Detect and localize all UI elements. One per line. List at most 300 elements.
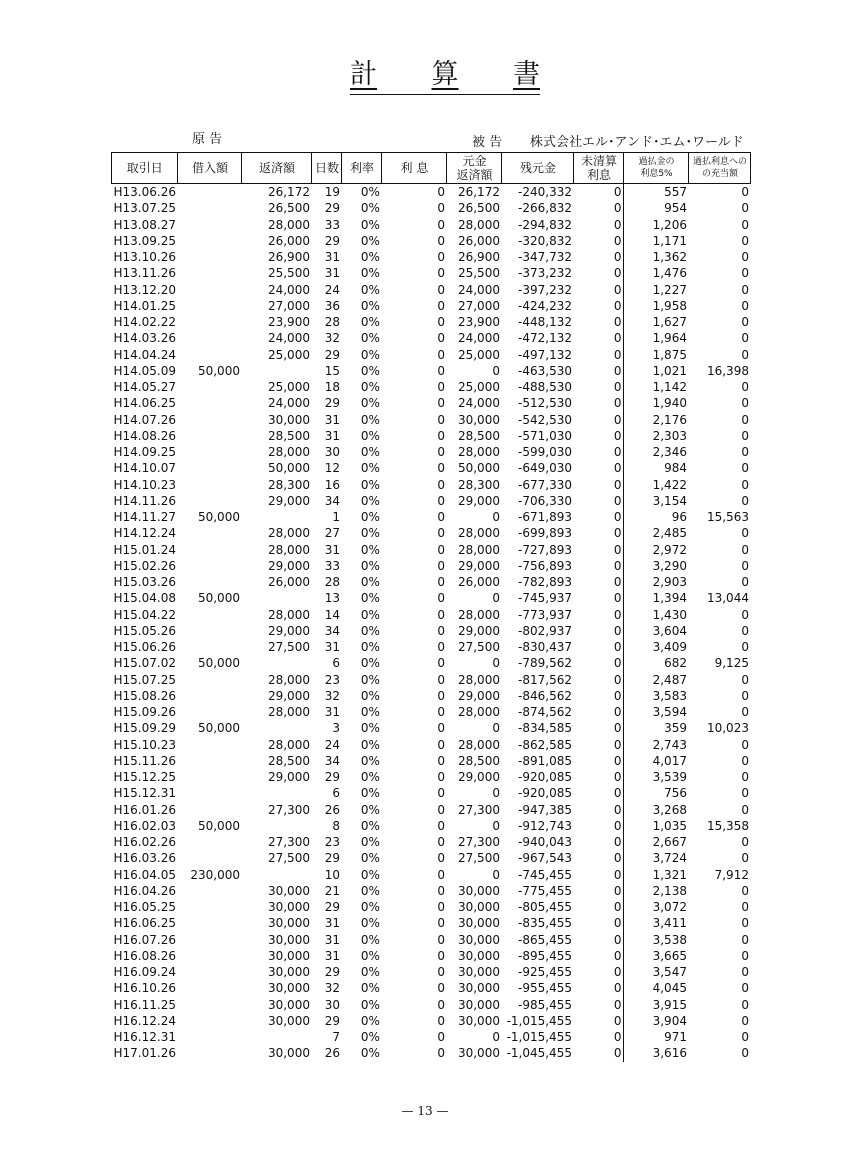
cell-borrow — [178, 607, 242, 623]
cell-principal-repay: 27,300 — [457, 802, 500, 817]
cell-overpaid-allocation: 10,023 — [706, 721, 749, 736]
cell-balance: -834,585 — [518, 721, 572, 736]
cell-repay — [242, 867, 312, 883]
cell-overpaid-allocation: 0 — [741, 558, 749, 573]
table-row — [112, 623, 751, 639]
cell-borrow — [178, 639, 242, 655]
cell-date: H16.03.26 — [113, 851, 176, 866]
cell-overpaid-interest: 3,904 — [652, 1013, 687, 1028]
cell-date: H16.12.24 — [113, 1013, 176, 1028]
cell-interest: 0 — [437, 965, 445, 980]
cell-principal-repay: 28,000 — [457, 445, 500, 460]
cell-date: H14.11.27 — [113, 510, 176, 525]
cell-borrow — [178, 249, 242, 265]
cell-interest: 0 — [437, 932, 445, 947]
cell-unpaid-interest: 0 — [574, 542, 624, 558]
header-line: 元金 — [462, 154, 487, 168]
cell-repay: 29,000 — [267, 770, 310, 785]
cell-overpaid-allocation: 0 — [741, 461, 749, 476]
cell-overpaid-allocation: 0 — [741, 997, 749, 1012]
cell-overpaid-interest: 3,583 — [652, 688, 687, 703]
cell-principal-repay: 30,000 — [457, 1013, 500, 1028]
cell-repay: 28,500 — [267, 428, 310, 443]
cell-days: 32 — [324, 688, 340, 703]
cell-rate: 0% — [360, 737, 380, 752]
cell-overpaid-interest: 3,072 — [652, 900, 687, 915]
cell-rate: 0% — [360, 282, 380, 297]
cell-rate: 0% — [360, 266, 380, 281]
cell-days: 28 — [324, 575, 340, 590]
cell-date: H16.10.26 — [113, 981, 176, 996]
cell-repay: 27,500 — [267, 851, 310, 866]
cell-rate: 0% — [360, 331, 380, 346]
cell-overpaid-interest: 1,171 — [652, 233, 687, 248]
table-row — [112, 265, 751, 281]
cell-unpaid-interest: 0 — [574, 802, 624, 818]
cell-principal-repay: 29,000 — [457, 770, 500, 785]
cell-repay: 30,000 — [267, 965, 310, 980]
cell-interest: 0 — [437, 380, 445, 395]
cell-balance: -773,937 — [518, 607, 572, 622]
cell-borrow — [178, 623, 242, 639]
table-row — [112, 379, 751, 395]
table-row — [112, 737, 751, 753]
cell-rate: 0% — [360, 477, 380, 492]
cell-unpaid-interest: 0 — [574, 704, 624, 720]
calculation-table — [111, 152, 751, 1062]
cell-rate: 0% — [360, 591, 380, 606]
cell-overpaid-interest: 3,724 — [652, 851, 687, 866]
cell-date: H15.07.02 — [113, 656, 176, 671]
cell-overpaid-allocation: 0 — [741, 737, 749, 752]
page-number: — 13 — — [401, 1104, 449, 1118]
cell-unpaid-interest: 0 — [574, 200, 624, 216]
cell-principal-repay: 30,000 — [457, 965, 500, 980]
cell-overpaid-interest: 96 — [671, 510, 687, 525]
cell-unpaid-interest: 0 — [574, 753, 624, 769]
cell-rate: 0% — [360, 818, 380, 833]
cell-days: 24 — [324, 282, 340, 297]
cell-days: 29 — [324, 900, 340, 915]
header-overpaid-allocation — [689, 153, 751, 184]
cell-principal-repay: 27,000 — [457, 298, 500, 313]
cell-days: 7 — [332, 1030, 340, 1045]
cell-borrow — [178, 932, 242, 948]
cell-unpaid-interest: 0 — [574, 818, 624, 834]
table-row — [112, 590, 751, 606]
cell-overpaid-interest: 3,547 — [652, 965, 687, 980]
cell-rate: 0% — [360, 298, 380, 313]
cell-interest: 0 — [437, 526, 445, 541]
header-line: 利息 — [586, 168, 611, 182]
cell-rate: 0% — [360, 900, 380, 915]
cell-repay: 28,000 — [267, 445, 310, 460]
cell-days: 14 — [324, 607, 340, 622]
cell-interest: 0 — [437, 445, 445, 460]
cell-days: 31 — [324, 266, 340, 281]
table-row — [112, 964, 751, 980]
cell-date: H13.06.26 — [113, 185, 176, 200]
cell-principal-repay: 30,000 — [457, 412, 500, 427]
cell-principal-repay: 28,500 — [457, 428, 500, 443]
cell-principal-repay: 29,000 — [457, 688, 500, 703]
cell-interest: 0 — [437, 575, 445, 590]
cell-overpaid-allocation: 0 — [741, 753, 749, 768]
cell-overpaid-interest: 3,411 — [652, 916, 687, 931]
table-row — [112, 477, 751, 493]
cell-balance: -925,455 — [518, 965, 572, 980]
cell-interest: 0 — [437, 835, 445, 850]
cell-days: 29 — [324, 233, 340, 248]
cell-balance: -920,085 — [518, 786, 572, 801]
cell-days: 29 — [324, 965, 340, 980]
cell-balance: -835,455 — [518, 916, 572, 931]
cell-unpaid-interest: 0 — [574, 769, 624, 785]
cell-date: H14.03.26 — [113, 331, 176, 346]
cell-overpaid-interest: 2,346 — [652, 445, 687, 460]
cell-principal-repay: 0 — [492, 510, 500, 525]
cell-days: 19 — [324, 185, 340, 200]
cell-balance: -373,232 — [518, 266, 572, 281]
cell-interest: 0 — [437, 737, 445, 752]
title-char: 算 — [431, 59, 459, 90]
cell-repay: 30,000 — [267, 1013, 310, 1028]
cell-date: H15.01.24 — [113, 542, 176, 557]
cell-overpaid-allocation: 0 — [741, 1013, 749, 1028]
cell-unpaid-interest: 0 — [574, 899, 624, 915]
cell-interest: 0 — [437, 688, 445, 703]
cell-repay: 30,000 — [267, 900, 310, 915]
cell-overpaid-interest: 1,206 — [652, 217, 687, 232]
cell-overpaid-interest: 1,958 — [652, 298, 687, 313]
header-rate: 利率 — [342, 153, 382, 184]
cell-principal-repay: 26,900 — [457, 250, 500, 265]
cell-rate: 0% — [360, 233, 380, 248]
table-row — [112, 997, 751, 1013]
table-row — [112, 704, 751, 720]
cell-date: H14.05.27 — [113, 380, 176, 395]
cell-principal-repay: 28,000 — [457, 217, 500, 232]
cell-borrow: 230,000 — [190, 867, 240, 882]
cell-principal-repay: 28,000 — [457, 737, 500, 752]
cell-date: H15.04.08 — [113, 591, 176, 606]
cell-overpaid-allocation: 0 — [741, 688, 749, 703]
cell-overpaid-allocation: 0 — [741, 623, 749, 638]
cell-date: H16.11.25 — [113, 997, 176, 1012]
cell-repay: 28,000 — [267, 217, 310, 232]
cell-unpaid-interest: 0 — [574, 477, 624, 493]
cell-repay: 28,000 — [267, 705, 310, 720]
cell-date: H15.09.29 — [113, 721, 176, 736]
cell-date: H16.01.26 — [113, 802, 176, 817]
cell-repay: 29,000 — [267, 558, 310, 573]
cell-unpaid-interest: 0 — [574, 834, 624, 850]
cell-overpaid-allocation: 0 — [741, 412, 749, 427]
cell-balance: -488,530 — [518, 380, 572, 395]
cell-borrow: 50,000 — [197, 818, 240, 833]
cell-balance: -789,562 — [518, 656, 572, 671]
cell-unpaid-interest: 0 — [574, 639, 624, 655]
cell-overpaid-allocation: 0 — [741, 900, 749, 915]
cell-borrow — [178, 834, 242, 850]
cell-balance: -846,562 — [518, 688, 572, 703]
cell-overpaid-allocation: 0 — [741, 380, 749, 395]
cell-balance: -266,832 — [518, 201, 572, 216]
cell-repay: 26,000 — [267, 233, 310, 248]
cell-borrow — [178, 1045, 242, 1061]
table-row — [112, 249, 751, 265]
table-row — [112, 542, 751, 558]
table-row — [112, 233, 751, 249]
cell-rate: 0% — [360, 493, 380, 508]
cell-overpaid-allocation: 0 — [741, 428, 749, 443]
table-row — [112, 298, 751, 314]
cell-days: 31 — [324, 705, 340, 720]
table-row — [112, 655, 751, 671]
cell-unpaid-interest: 0 — [574, 217, 624, 233]
cell-principal-repay: 26,000 — [457, 233, 500, 248]
cell-overpaid-allocation: 0 — [741, 542, 749, 557]
cell-overpaid-interest: 1,394 — [652, 591, 687, 606]
cell-principal-repay: 50,000 — [457, 461, 500, 476]
cell-unpaid-interest: 0 — [574, 883, 624, 899]
header-balance: 残元金 — [502, 153, 574, 184]
cell-overpaid-allocation: 0 — [741, 835, 749, 850]
cell-rate: 0% — [360, 185, 380, 200]
cell-rate: 0% — [360, 851, 380, 866]
table-row — [112, 899, 751, 915]
cell-borrow — [178, 460, 242, 476]
cell-interest: 0 — [437, 818, 445, 833]
cell-repay — [242, 509, 312, 525]
table-row — [112, 444, 751, 460]
cell-unpaid-interest: 0 — [574, 655, 624, 671]
cell-interest: 0 — [437, 867, 445, 882]
cell-unpaid-interest: 0 — [574, 850, 624, 866]
table-body — [112, 184, 751, 1062]
cell-borrow — [178, 769, 242, 785]
cell-overpaid-allocation: 0 — [741, 445, 749, 460]
cell-borrow — [178, 915, 242, 931]
plaintiff-label: 原 告 — [192, 132, 223, 147]
cell-borrow — [178, 964, 242, 980]
cell-unpaid-interest: 0 — [574, 330, 624, 346]
cell-unpaid-interest: 0 — [574, 964, 624, 980]
cell-principal-repay: 26,000 — [457, 575, 500, 590]
cell-balance: -805,455 — [518, 900, 572, 915]
cell-principal-repay: 29,000 — [457, 493, 500, 508]
cell-balance: -830,437 — [518, 640, 572, 655]
cell-overpaid-interest: 4,017 — [652, 753, 687, 768]
cell-date: H13.11.26 — [113, 266, 176, 281]
cell-borrow — [178, 395, 242, 411]
cell-unpaid-interest: 0 — [574, 1045, 624, 1061]
cell-days: 34 — [324, 493, 340, 508]
cell-repay: 28,000 — [267, 737, 310, 752]
cell-rate: 0% — [360, 802, 380, 817]
cell-date: H16.06.25 — [113, 916, 176, 931]
cell-unpaid-interest: 0 — [574, 314, 624, 330]
cell-overpaid-allocation: 0 — [741, 575, 749, 590]
cell-date: H16.08.26 — [113, 948, 176, 963]
table-row — [112, 753, 751, 769]
cell-overpaid-interest: 1,142 — [652, 380, 687, 395]
header-line: の充当額 — [701, 169, 738, 179]
table-row — [112, 1029, 751, 1045]
cell-overpaid-allocation: 0 — [741, 672, 749, 687]
cell-repay: 27,000 — [267, 298, 310, 313]
table-row — [112, 802, 751, 818]
cell-overpaid-interest: 2,485 — [652, 526, 687, 541]
cell-unpaid-interest: 0 — [574, 737, 624, 753]
cell-principal-repay: 29,000 — [457, 623, 500, 638]
cell-borrow — [178, 379, 242, 395]
cell-principal-repay: 28,300 — [457, 477, 500, 492]
cell-interest: 0 — [437, 201, 445, 216]
cell-borrow — [178, 477, 242, 493]
cell-principal-repay: 0 — [492, 1030, 500, 1045]
cell-repay: 27,300 — [267, 802, 310, 817]
table-row — [112, 493, 751, 509]
cell-date: H15.09.26 — [113, 705, 176, 720]
cell-balance: -512,530 — [518, 396, 572, 411]
cell-date: H16.12.31 — [113, 1030, 176, 1045]
cell-days: 31 — [324, 250, 340, 265]
cell-principal-repay: 28,000 — [457, 607, 500, 622]
cell-date: H15.11.26 — [113, 753, 176, 768]
cell-overpaid-interest: 1,321 — [652, 867, 687, 882]
cell-balance: -947,385 — [518, 802, 572, 817]
cell-borrow: 50,000 — [197, 591, 240, 606]
header-repay: 返済額 — [242, 153, 312, 184]
cell-days: 3 — [332, 721, 340, 736]
cell-unpaid-interest: 0 — [574, 249, 624, 265]
cell-rate: 0% — [360, 753, 380, 768]
cell-rate: 0% — [360, 445, 380, 460]
cell-balance: -320,832 — [518, 233, 572, 248]
cell-rate: 0% — [360, 558, 380, 573]
cell-rate: 0% — [360, 510, 380, 525]
cell-balance: -677,330 — [518, 477, 572, 492]
cell-overpaid-allocation: 0 — [741, 233, 749, 248]
cell-overpaid-interest: 682 — [664, 656, 687, 671]
cell-unpaid-interest: 0 — [574, 932, 624, 948]
cell-date: H14.09.25 — [113, 445, 176, 460]
cell-days: 6 — [332, 786, 340, 801]
cell-unpaid-interest: 0 — [574, 672, 624, 688]
cell-rate: 0% — [360, 396, 380, 411]
cell-days: 1 — [332, 510, 340, 525]
cell-balance: -497,132 — [518, 347, 572, 362]
cell-balance: -895,455 — [518, 948, 572, 963]
cell-balance: -294,832 — [518, 217, 572, 232]
cell-date: H14.11.26 — [113, 493, 176, 508]
cell-repay: 28,000 — [267, 607, 310, 622]
cell-principal-repay: 27,300 — [457, 835, 500, 850]
cell-date: H14.05.09 — [113, 363, 176, 378]
cell-balance: -448,132 — [518, 315, 572, 330]
cell-balance: -240,332 — [518, 185, 572, 200]
cell-interest: 0 — [437, 233, 445, 248]
table-row — [112, 428, 751, 444]
cell-unpaid-interest: 0 — [574, 233, 624, 249]
cell-balance: -1,045,455 — [506, 1046, 572, 1061]
cell-days: 15 — [324, 363, 340, 378]
cell-date: H13.10.26 — [113, 250, 176, 265]
cell-days: 6 — [332, 656, 340, 671]
cell-borrow — [178, 347, 242, 363]
cell-unpaid-interest: 0 — [574, 493, 624, 509]
table-row — [112, 883, 751, 899]
cell-days: 26 — [324, 1046, 340, 1061]
cell-borrow — [178, 233, 242, 249]
cell-balance: -891,085 — [518, 753, 572, 768]
cell-interest: 0 — [437, 558, 445, 573]
cell-repay: 25,500 — [267, 266, 310, 281]
cell-overpaid-interest: 954 — [664, 201, 687, 216]
cell-overpaid-interest: 3,616 — [652, 1046, 687, 1061]
cell-balance: -967,543 — [518, 851, 572, 866]
cell-borrow — [178, 785, 242, 801]
cell-overpaid-allocation: 0 — [741, 705, 749, 720]
cell-interest: 0 — [437, 185, 445, 200]
cell-interest: 0 — [437, 298, 445, 313]
cell-rate: 0% — [360, 428, 380, 443]
cell-overpaid-interest: 3,154 — [652, 493, 687, 508]
cell-interest: 0 — [437, 851, 445, 866]
cell-unpaid-interest: 0 — [574, 785, 624, 801]
cell-repay: 26,172 — [267, 185, 310, 200]
cell-overpaid-allocation: 13,044 — [706, 591, 749, 606]
cell-rate: 0% — [360, 981, 380, 996]
cell-interest: 0 — [437, 217, 445, 232]
cell-days: 29 — [324, 851, 340, 866]
cell-rate: 0% — [360, 997, 380, 1012]
cell-date: H13.12.20 — [113, 282, 176, 297]
cell-rate: 0% — [360, 1013, 380, 1028]
cell-days: 21 — [324, 883, 340, 898]
cell-interest: 0 — [437, 770, 445, 785]
cell-balance: -756,893 — [518, 558, 572, 573]
table-row — [112, 217, 751, 233]
cell-borrow — [178, 542, 242, 558]
cell-repay: 24,000 — [267, 396, 310, 411]
cell-borrow — [178, 688, 242, 704]
cell-repay: 28,000 — [267, 672, 310, 687]
cell-borrow: 50,000 — [197, 656, 240, 671]
cell-repay: 28,500 — [267, 753, 310, 768]
cell-date: H16.02.03 — [113, 818, 176, 833]
cell-days: 16 — [324, 477, 340, 492]
cell-interest: 0 — [437, 412, 445, 427]
defendant-name: 株式会社エル･アンド･エム･ワールド — [530, 135, 744, 150]
cell-interest: 0 — [437, 997, 445, 1012]
cell-repay: 30,000 — [267, 412, 310, 427]
cell-rate: 0% — [360, 656, 380, 671]
cell-borrow — [178, 200, 242, 216]
cell-overpaid-interest: 984 — [664, 461, 687, 476]
cell-balance: -775,455 — [518, 883, 572, 898]
cell-overpaid-interest: 1,875 — [652, 347, 687, 362]
cell-unpaid-interest: 0 — [574, 574, 624, 590]
cell-interest: 0 — [437, 1046, 445, 1061]
cell-repay: 26,900 — [267, 250, 310, 265]
cell-rate: 0% — [360, 347, 380, 362]
cell-repay: 30,000 — [267, 932, 310, 947]
cell-days: 29 — [324, 201, 340, 216]
cell-principal-repay: 26,172 — [457, 185, 500, 200]
cell-unpaid-interest: 0 — [574, 590, 624, 606]
